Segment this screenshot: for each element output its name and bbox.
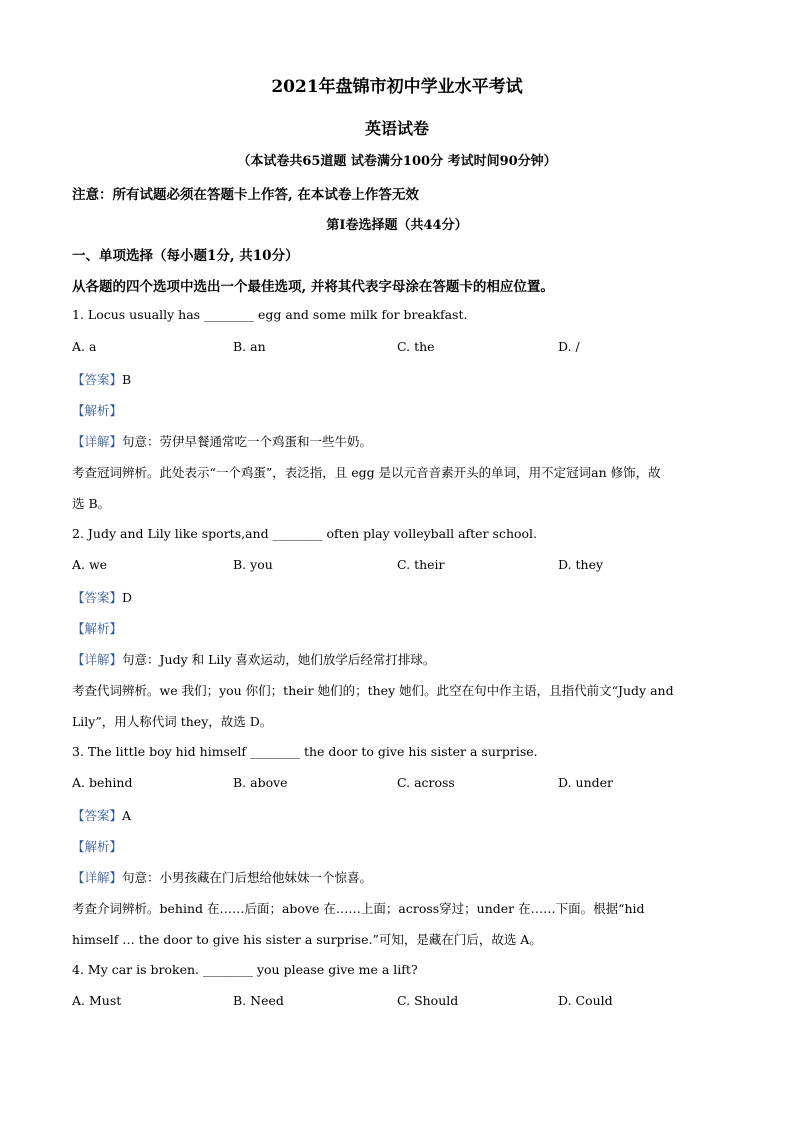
question-1-explanation-line-2: 选 B。 [72, 496, 111, 511]
question-2-answer [72, 588, 132, 606]
detail-text: 句意：小男孩藏在门后想给他妹妹一个惊喜。 [122, 870, 373, 885]
question-2-detail [72, 650, 435, 668]
question-4-option-d: D. Could [558, 993, 613, 1008]
answer-value: D [122, 590, 133, 605]
question-1-option-a: A. a [72, 339, 97, 354]
answer-label: 【答案】 [72, 590, 123, 605]
question-1-detail [72, 432, 372, 450]
question-1-answer [72, 370, 131, 388]
detail-label: 【详解】 [72, 652, 123, 667]
exam-notice: 注意：所有试题必须在答题卡上作答, 在本试卷上作答无效 [72, 187, 419, 203]
answer-label: 【答案】 [72, 808, 123, 823]
section-instruction: 从各题的四个选项中选出一个最佳选项, 并将其代表字母涂在答题卡的相应位置。 [72, 279, 554, 295]
question-1-explanation-line-1: 考查冠词辨析。此处表示“一个鸡蛋”，表泛指，且 egg 是以元音音素开头的单词，用不定冠词an 修饰，故 [72, 465, 661, 480]
answer-value: A [122, 808, 132, 823]
question-2-stem: 2. Judy and Lily like sports,and ________ often play volleyball after school. [72, 526, 538, 541]
question-2-option-a: A. we [72, 557, 108, 572]
question-3-explanation-line-1: 考查介词辨析。behind 在……后面；above 在……上面；across穿过；under 在……下面。根据“hid [72, 901, 645, 916]
question-1-analysis-label: 【解析】 [72, 403, 123, 418]
detail-label: 【详解】 [72, 870, 123, 885]
question-3-explanation-line-2: himself … the door to give his sister a surprise.”可知，是藏在门后，故选 A。 [72, 932, 542, 947]
detail-text: 句意：Judy 和 Lily 喜欢运动，她们放学后经常打排球。 [122, 652, 436, 667]
exam-subtitle: 英语试卷 [364, 119, 429, 138]
question-3-detail [72, 868, 372, 886]
part-heading: 第I卷选择题（共44分） [326, 218, 468, 233]
answer-label: 【答案】 [72, 372, 123, 387]
question-2-option-d: D. they [558, 557, 604, 572]
question-2-explanation-line-1: 考查代词辨析。we 我们；you 你们；their 她们的；they 她们。此空在句中作主语，且指代前文“Judy and [72, 683, 674, 698]
question-4-option-a: A. Must [72, 993, 122, 1008]
question-1-option-d: D. / [558, 339, 580, 354]
question-2-option-b: B. you [233, 557, 273, 572]
question-1-option-c: C. the [397, 339, 435, 354]
question-1-option-b: B. an [233, 339, 266, 354]
question-3-option-c: C. across [397, 775, 455, 790]
question-4-option-c: C. Should [397, 993, 459, 1008]
question-3-analysis-label: 【解析】 [72, 839, 123, 854]
question-3-answer [72, 806, 131, 824]
answer-value: B [122, 372, 132, 387]
question-2-analysis-label: 【解析】 [72, 621, 123, 636]
question-2-explanation-line-2: Lily”，用人称代词 they，故选 D。 [72, 714, 273, 729]
detail-label: 【详解】 [72, 434, 123, 449]
question-4-option-b: B. Need [233, 993, 284, 1008]
exam-info: （本试卷共65道题 试卷满分100分 考试时间90分钟） [237, 154, 557, 169]
question-1-stem: 1. Locus usually has ________ egg and some milk for breakfast. [72, 307, 468, 322]
question-3-option-a: A. behind [72, 775, 133, 790]
question-4-stem: 4. My car is broken. ________ you please give me a lift? [72, 962, 418, 977]
section-heading: 一、单项选择（每小题1分, 共10分） [72, 248, 299, 264]
question-3-stem: 3. The little boy hid himself ________ the door to give his sister a surprise. [72, 744, 538, 759]
detail-text: 句意：劳伊早餐通常吃一个鸡蛋和一些牛奶。 [122, 434, 373, 449]
question-3-option-d: D. under [558, 775, 613, 790]
exam-title: 2021年盘锦市初中学业水平考试 [271, 77, 523, 97]
question-3-option-b: B. above [233, 775, 288, 790]
question-2-option-c: C. their [397, 557, 445, 572]
